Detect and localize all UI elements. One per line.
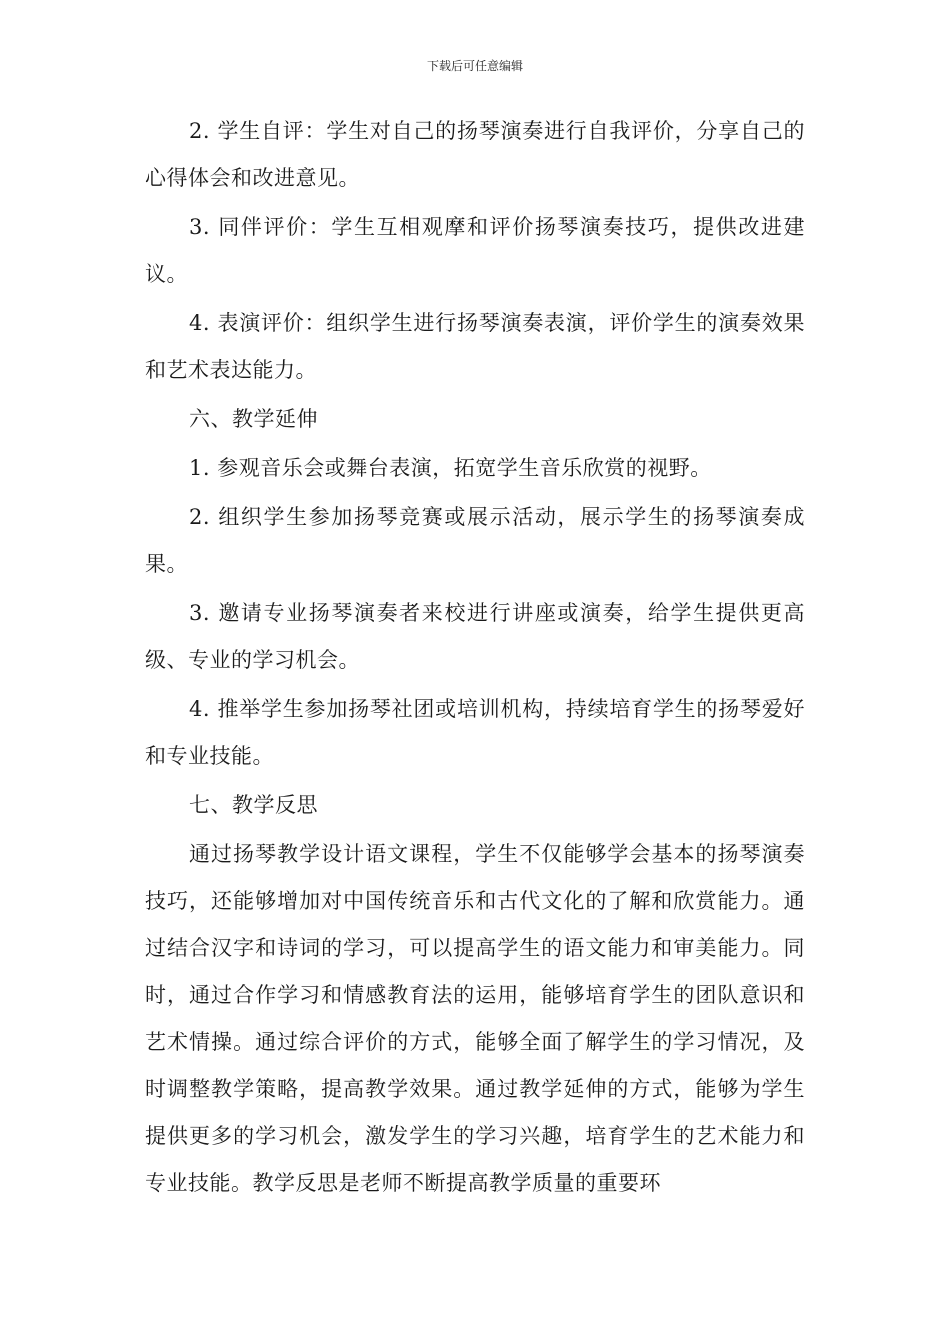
page-header: 下载后可任意编辑	[426, 59, 523, 73]
section-heading-reflection: 七、教学反思	[189, 793, 318, 817]
reflection-paragraph: 通过扬琴教学设计语文课程，学生不仅能够学会基本的扬琴演奏技巧，还能够增加对中国传统音乐和古代文化的了解和欣赏能力。通过结合汉字和诗词的学习，可以提高学生的语文能力和审美能力。同时，通过合作学习和情感教育法的运用，能够培育学生的团队意识和艺术情操。通过综合评价的方式，能够全面了解学生的学习情况，及时调整教学策略，提高教学效果。通过教学延伸的方式，能够为学生提供更多的学习机会，激发学生的学习兴趣，培育学生的艺术能力和专业技能。教学反思是老师不断提高教学质量的重要环	[145, 842, 805, 1195]
extension-item-4: 4. 推举学生参加扬琴社团或培训机构，持续培育学生的扬琴爱好和专业技能。	[145, 697, 805, 768]
document-body	[145, 108, 805, 1209]
evaluation-item-4: 4. 表演评价：组织学生进行扬琴演奏表演，评价学生的演奏效果和艺术表达能力。	[145, 311, 805, 382]
evaluation-item-3: 3. 同伴评价：学生互相观摩和评价扬琴演奏技巧，提供改进建议。	[145, 215, 805, 286]
evaluation-item-2: 2. 学生自评：学生对自己的扬琴演奏进行自我评价，分享自己的心得体会和改进意见。	[145, 119, 805, 190]
extension-item-1: 1. 参观音乐会或舞台表演，拓宽学生音乐欣赏的视野。	[189, 456, 712, 480]
extension-item-3: 3. 邀请专业扬琴演奏者来校进行讲座或演奏，给学生提供更高级、专业的学习机会。	[145, 601, 805, 672]
section-heading-extension: 六、教学延伸	[189, 407, 318, 431]
extension-item-2: 2. 组织学生参加扬琴竞赛或展示活动，展示学生的扬琴演奏成果。	[145, 505, 805, 576]
